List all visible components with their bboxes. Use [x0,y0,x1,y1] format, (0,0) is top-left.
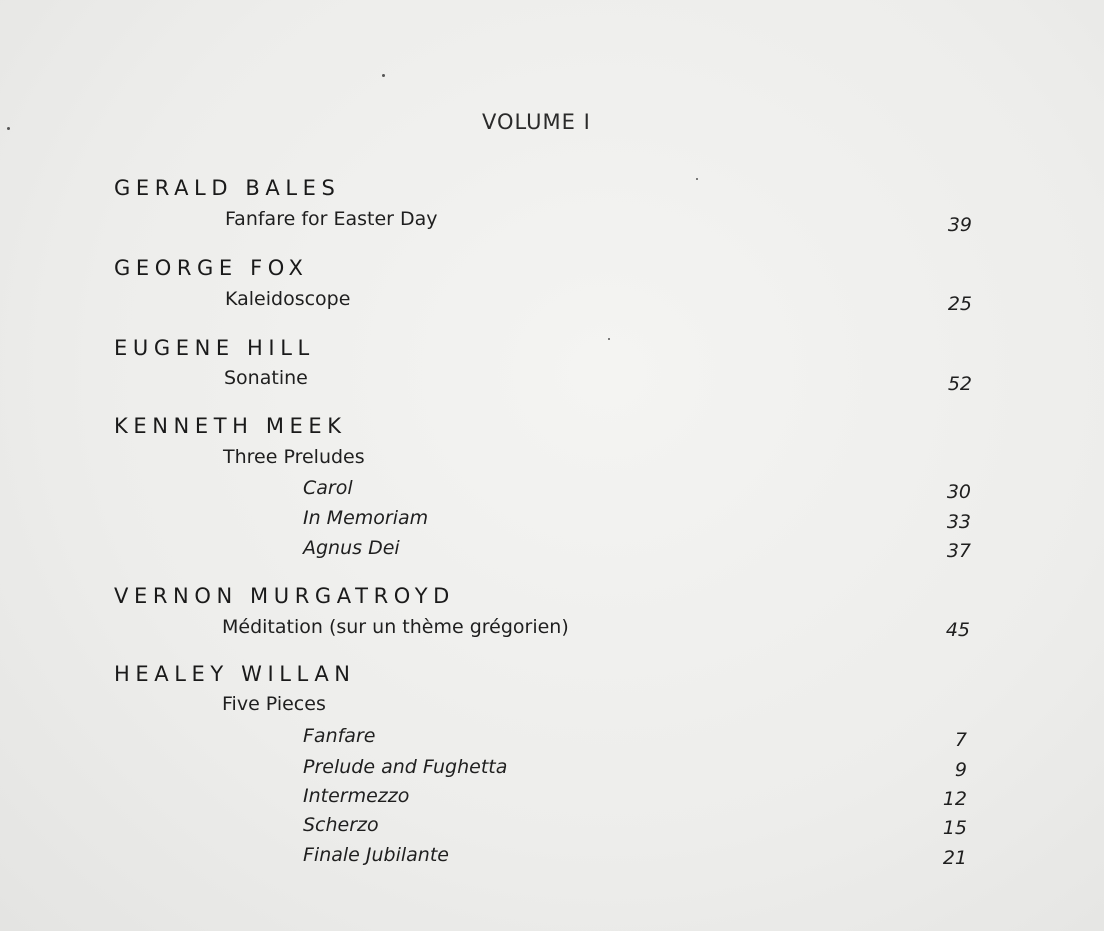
movement-title: Fanfare [303,725,376,747]
movement-title: Scherzo [303,814,379,836]
page-number: 21 [942,847,967,869]
composer-name: GEORGE FOX [114,256,309,280]
movement-title: In Memoriam [303,507,429,529]
movement-title: Prelude and Fughetta [303,756,508,778]
page-number: 45 [945,619,970,641]
volume-title: VOLUME I [482,110,591,134]
page-number: 9 [954,759,967,781]
page-number: 12 [942,788,967,810]
composer-name: KENNETH MEEK [114,414,347,438]
movement-title: Finale Jubilante [303,844,449,866]
work-title: Sonatine [224,367,308,389]
page-number: 33 [946,511,971,533]
movement-title: Intermezzo [303,785,410,807]
paper-speck [382,74,385,77]
work-title: Kaleidoscope [225,288,351,310]
composer-name: GERALD BALES [114,176,341,200]
paper-speck [7,127,10,130]
movement-title: Carol [303,477,353,499]
work-title: Five Pieces [222,693,326,715]
page-number: 15 [942,817,967,839]
work-title: Méditation (sur un thème grégorien) [222,616,569,638]
movement-title: Agnus Dei [303,537,400,559]
page-number: 7 [954,729,967,751]
paper-speck [696,178,698,180]
page-number: 39 [947,214,972,236]
page-number: 25 [947,293,972,315]
paper-speck [608,338,610,340]
page-number: 30 [946,481,971,503]
composer-name: VERNON MURGATROYD [114,584,455,608]
composer-name: HEALEY WILLAN [114,662,356,686]
work-title: Three Preludes [223,446,365,468]
page-number: 52 [947,373,972,395]
page-number: 37 [946,540,971,562]
composer-name: EUGENE HILL [114,336,315,360]
work-title: Fanfare for Easter Day [225,208,438,230]
